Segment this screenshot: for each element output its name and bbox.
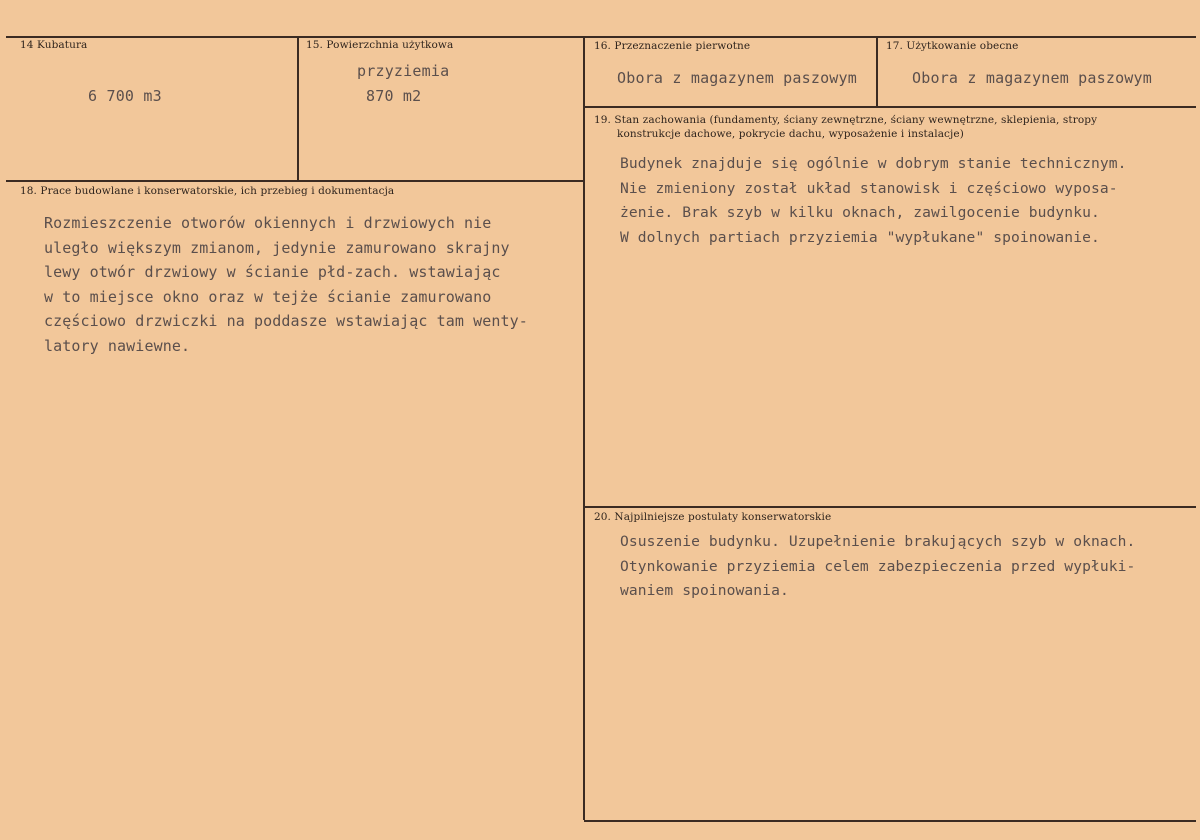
- divider-left-right: [583, 36, 585, 820]
- field20-line: Otynkowanie przyziemia celem zabezpieczenia przed wypłuki-: [620, 557, 1136, 575]
- top-border: [6, 36, 1196, 38]
- rule-above-20: [584, 506, 1196, 508]
- field20-label: 20. Najpilniejsze postulaty konserwatorskie: [594, 511, 832, 523]
- field17-label: 17. Użytkowanie obecne: [886, 40, 1019, 52]
- field15-value-line1: przyziemia: [357, 62, 450, 80]
- field18-line: uległo większym zmianom, jedynie zamurowano skrajny: [44, 238, 510, 257]
- field15-value-line2: 870 m2: [366, 87, 422, 105]
- bottom-border: [584, 820, 1196, 822]
- field15-label: 15. Powierzchnia użytkowa: [306, 39, 454, 51]
- field16-value: Obora z magazynem paszowym: [617, 69, 857, 87]
- field19-line: Nie zmieniony został układ stanowisk i częściowo wyposa-: [620, 179, 1118, 197]
- field19-label-line2: konstrukcje dachowe, pokrycie dachu, wyposażenie i instalacje): [617, 128, 964, 140]
- divider-14-15: [297, 36, 299, 180]
- field20-text: [620, 530, 1135, 604]
- field19-line: W dolnych partiach przyziemia "wypłukane" spoinowanie.: [620, 228, 1100, 246]
- field20-line: waniem spoinowania.: [620, 582, 789, 599]
- field19-text: [620, 152, 1127, 250]
- field19-line: Budynek znajduje się ogólnie w dobrym stanie technicznym.: [620, 155, 1127, 172]
- field18-line: Rozmieszczenie otworów okiennych i drzwiowych nie: [44, 214, 492, 232]
- field17-value: Obora z magazynem paszowym: [912, 69, 1152, 87]
- field18-text: [44, 211, 528, 358]
- field18-line: latory nawiewne.: [44, 336, 191, 355]
- field16-label: 16. Przeznaczenie pierwotne: [594, 40, 751, 52]
- rule-above-18: [6, 180, 584, 182]
- rule-under-16-17: [584, 106, 1196, 108]
- field18-label: 18. Prace budowlane i konserwatorskie, ich przebieg i dokumentacja: [20, 185, 395, 197]
- divider-16-17: [876, 36, 878, 106]
- field19-label-line1: 19. Stan zachowania (fundamenty, ściany zewnętrzne, ściany wewnętrzne, sklepienia, stropy: [594, 114, 1098, 126]
- field18-line: częściowo drzwiczki na poddasze wstawiając tam wenty-: [44, 312, 528, 330]
- field20-line: Osuszenie budynku. Uzupełnienie brakujących szyb w oknach.: [620, 533, 1136, 550]
- field18-line: lewy otwór drzwiowy w ścianie płd-zach. wstawiając: [44, 263, 501, 281]
- field14-label: 14 Kubatura: [20, 39, 88, 51]
- field19-line: żenie. Brak szyb w kilku oknach, zawilgocenie budynku.: [620, 204, 1100, 221]
- field18-line: w to miejsce okno oraz w tejże ścianie zamurowano: [44, 287, 492, 306]
- field14-value: 6 700 m3: [88, 87, 162, 105]
